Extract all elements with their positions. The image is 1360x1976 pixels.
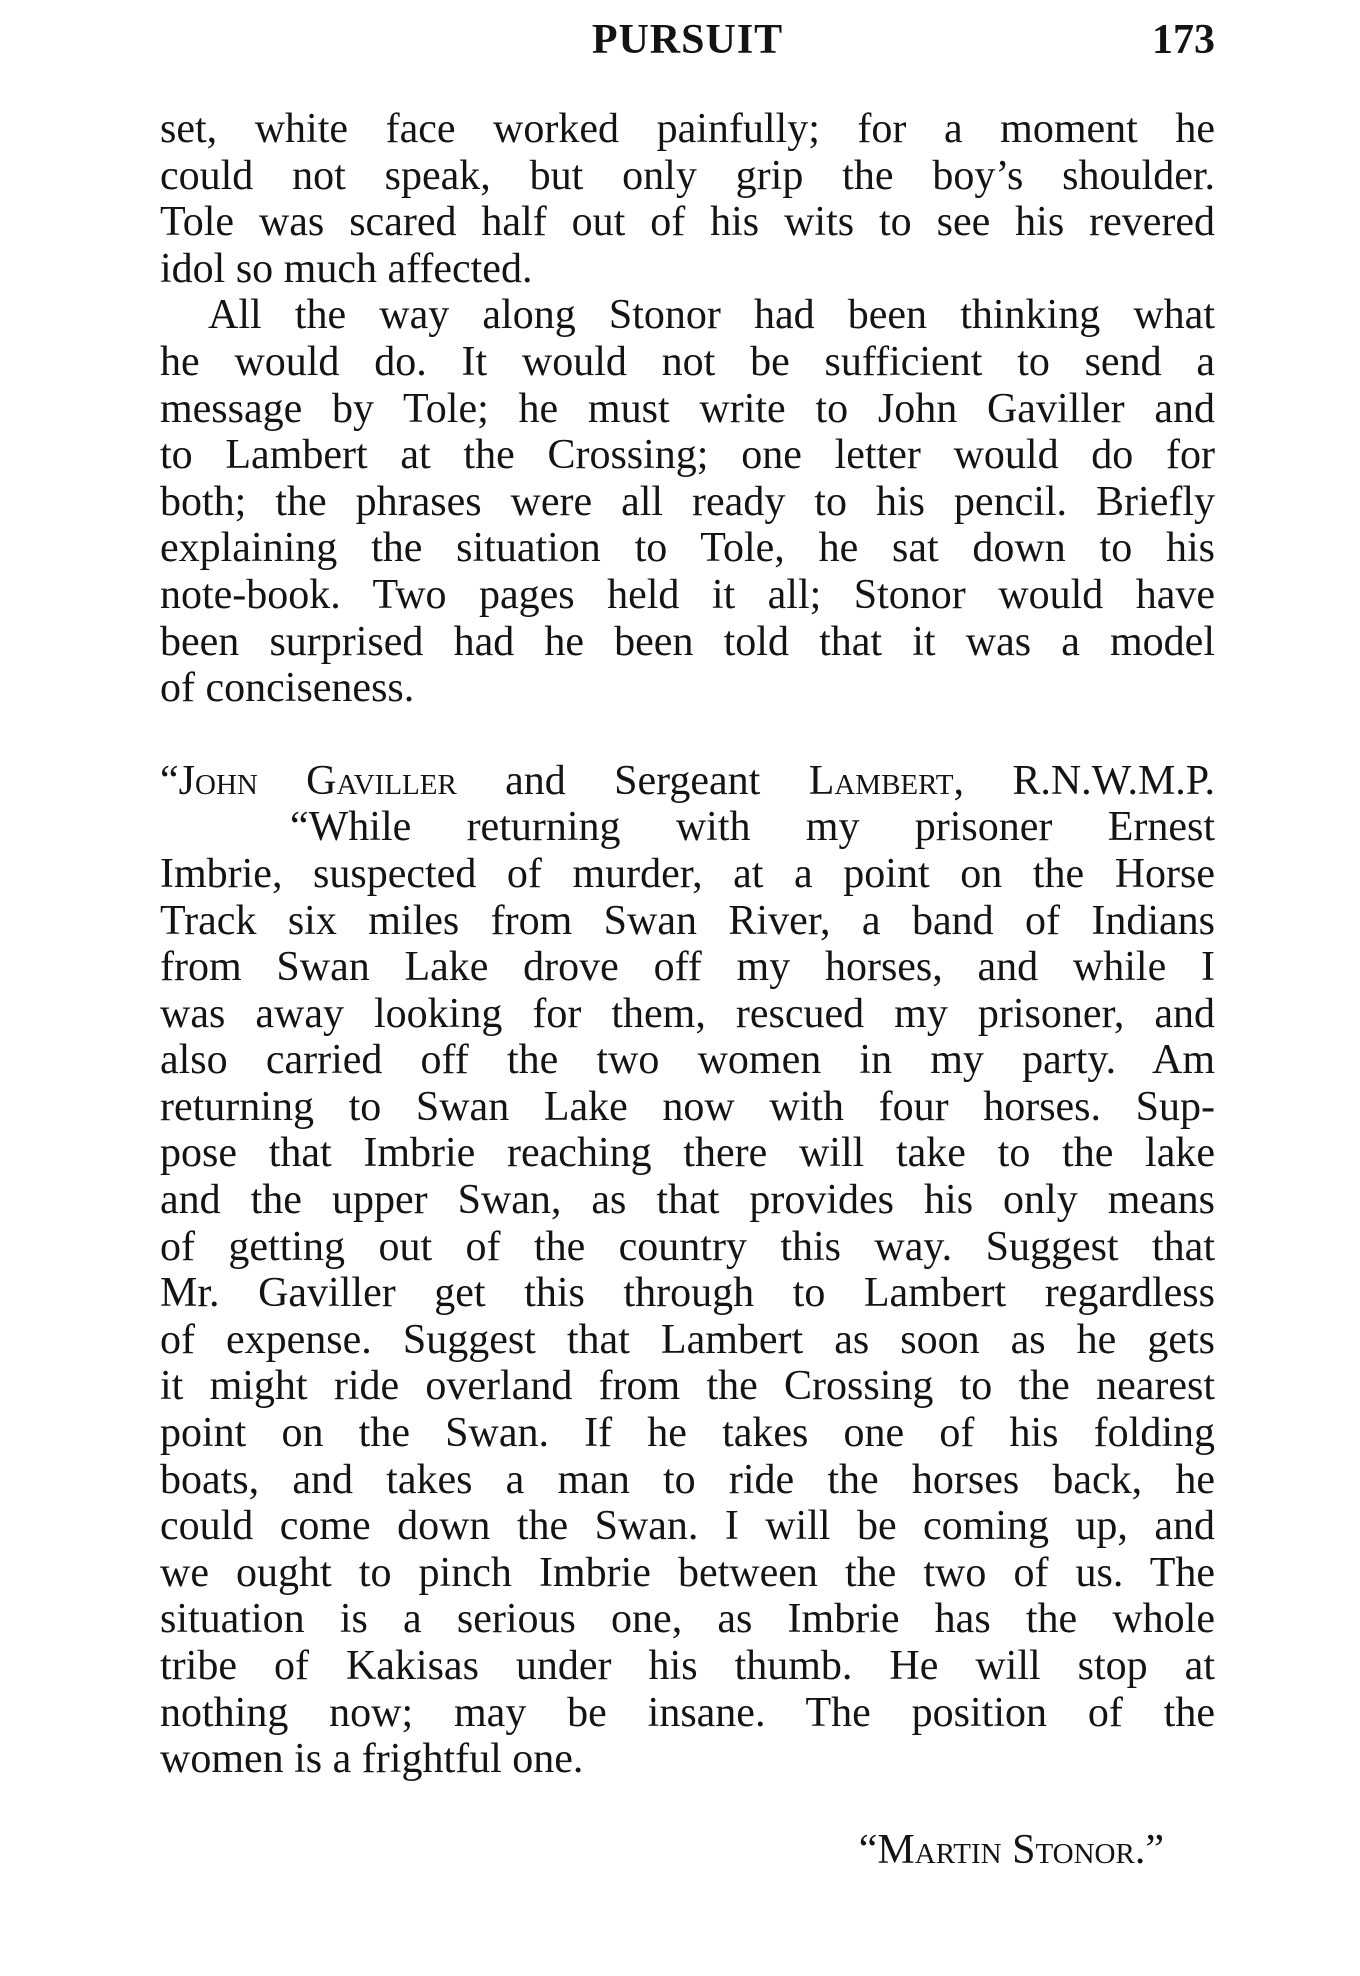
letter-salutation xyxy=(160,758,1215,805)
salutation-suffix: , R.N.W.M.P. xyxy=(953,757,1216,804)
text-line: returning to Swan Lake now with four horses. Sup- xyxy=(160,1083,1215,1130)
text-line: set, white face worked painfully; for a moment he xyxy=(160,106,1215,152)
text-line: explaining the situation to Tole, he sat down to his xyxy=(160,525,1215,572)
body-text xyxy=(160,106,1215,1783)
text-line: “While returning with my prisoner Ernest xyxy=(290,804,1215,851)
salutation-open-quote: “ xyxy=(160,757,179,804)
paragraph-1 xyxy=(160,106,1215,292)
text-line: from Swan Lake drove off my horses, and while I xyxy=(160,944,1215,991)
salutation-and: and Sergeant xyxy=(456,757,809,804)
text-line: Mr. Gaviller get this through to Lambert regardless xyxy=(160,1270,1215,1317)
text-line: tribe of Kakisas under his thumb. He will stop at xyxy=(160,1643,1215,1689)
text-line: women is a frightful one. xyxy=(160,1736,584,1783)
salutation-name-gaviller: John Gaviller xyxy=(178,757,457,804)
running-head xyxy=(160,16,1215,66)
text-line: pose that Imbrie reaching there will take to the lake xyxy=(160,1130,1215,1177)
text-line: was away looking for them, rescued my prisoner, and xyxy=(160,990,1215,1037)
running-title: PURSUIT xyxy=(591,17,784,63)
text-line: situation is a serious one, as Imbrie has the whole xyxy=(160,1596,1215,1643)
paragraph-2 xyxy=(160,292,1215,711)
text-line: message by Tole; he must write to John Gaviller and xyxy=(160,385,1215,432)
text-line: to Lambert at the Crossing; one letter would do for xyxy=(160,432,1215,479)
text-line: it might ride overland from the Crossing to the nearest xyxy=(160,1363,1215,1410)
salutation-name-lambert: Lambert xyxy=(808,757,954,804)
text-line: of expense. Suggest that Lambert as soon as he gets xyxy=(160,1316,1215,1363)
text-line: nothing now; may be insane. The position of the xyxy=(160,1689,1215,1736)
text-line: boats, and takes a man to ride the horses back, he xyxy=(160,1456,1215,1503)
text-line: could not speak, but only grip the boy’s shoulder. xyxy=(160,152,1215,199)
text-line: Imbrie, suspected of murder, at a point on the Horse xyxy=(160,850,1215,897)
text-line: point on the Swan. If he takes one of his folding xyxy=(160,1410,1215,1457)
text-line: All the way along Stonor had been thinking what xyxy=(208,292,1215,339)
text-line: we ought to pinch Imbrie between the two of us. The xyxy=(160,1549,1215,1596)
section-gap xyxy=(160,712,1215,758)
text-line: could come down the Swan. I will be coming up, and xyxy=(160,1503,1215,1550)
text-line: note-book. Two pages held it all; Stonor would have xyxy=(160,571,1215,618)
text-line: Track six miles from Swan River, a band of Indians xyxy=(160,897,1215,944)
text-line: Tole was scared half out of his wits to see his revered xyxy=(160,199,1215,246)
page-number: 173 xyxy=(1152,17,1215,63)
text-line: also carried off the two women in my party. Am xyxy=(160,1037,1215,1084)
text-line: of getting out of the country this way. Suggest that xyxy=(160,1223,1215,1270)
text-line: been surprised had he been told that it was a model xyxy=(160,618,1215,665)
text-line: idol so much affected. xyxy=(160,245,533,292)
letter-signature: “Martin Stonor.” xyxy=(858,1827,1164,1873)
letter xyxy=(160,758,1215,1783)
text-line: he would do. It would not be sufficient to send a xyxy=(160,338,1215,385)
text-line: both; the phrases were all ready to his pencil. Briefly xyxy=(160,478,1215,525)
text-line: of conciseness. xyxy=(160,665,415,712)
text-line: and the upper Swan, as that provides his only means xyxy=(160,1177,1215,1224)
